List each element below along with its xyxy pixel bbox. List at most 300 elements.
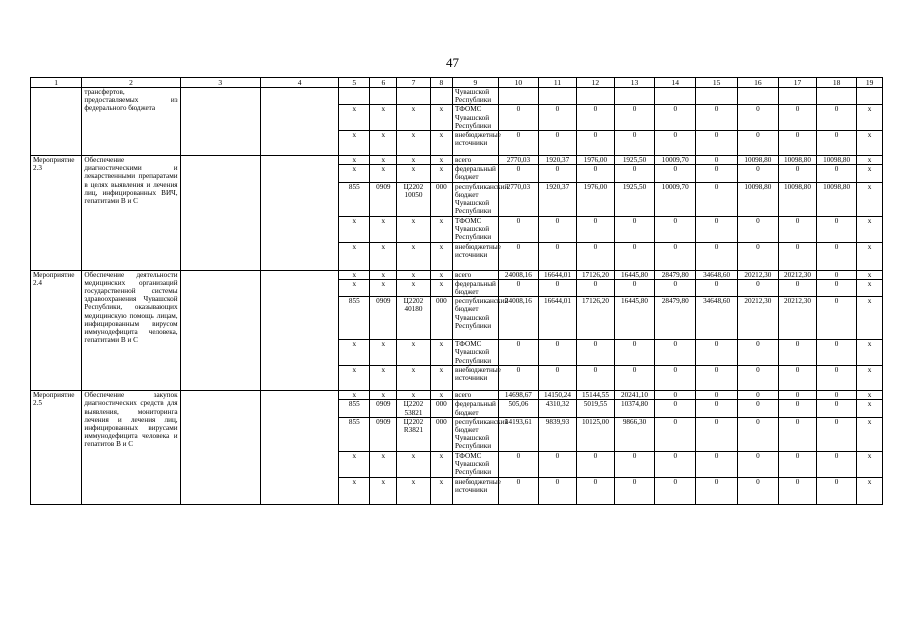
amount-cell: 0 bbox=[779, 451, 817, 477]
funding-source-cell: республиканский бюджет Чувашской Республики bbox=[453, 297, 499, 340]
expense-type-cell: х bbox=[430, 216, 452, 242]
last-column-cell: х bbox=[857, 451, 883, 477]
column-number-17: 17 bbox=[779, 78, 817, 88]
column-number-2: 2 bbox=[82, 78, 180, 88]
amount-cell: 2770,03 bbox=[498, 156, 538, 165]
column-number-15: 15 bbox=[696, 78, 737, 88]
amount-cell: 0 bbox=[655, 451, 696, 477]
last-column-cell: х bbox=[857, 391, 883, 400]
amount-cell: 0 bbox=[779, 400, 817, 417]
last-column-cell bbox=[857, 88, 883, 105]
amount-cell: 24008,16 bbox=[498, 297, 538, 340]
table-row bbox=[31, 88, 883, 105]
amount-cell: 0 bbox=[816, 417, 856, 451]
grbs-code-cell: х bbox=[339, 279, 370, 296]
amount-cell bbox=[816, 88, 856, 105]
target-article-cell: Ц2202 40180 bbox=[397, 297, 430, 340]
column-number-row bbox=[31, 78, 883, 88]
amount-cell: 0 bbox=[816, 451, 856, 477]
section-code-cell: 0909 bbox=[370, 182, 397, 216]
amount-cell: 0 bbox=[539, 242, 577, 270]
target-article-cell: х bbox=[397, 216, 430, 242]
amount-cell: 0 bbox=[539, 216, 577, 242]
amount-cell: 0 bbox=[614, 279, 654, 296]
column-number-3: 3 bbox=[180, 78, 260, 88]
target-indicator-cell bbox=[261, 391, 339, 505]
amount-cell: 16644,01 bbox=[539, 297, 577, 340]
amount-cell bbox=[576, 88, 614, 105]
last-column-cell: х bbox=[857, 340, 883, 366]
amount-cell: 0 bbox=[498, 451, 538, 477]
amount-cell: 0 bbox=[737, 400, 778, 417]
section-code-cell: х bbox=[370, 340, 397, 366]
section-code-cell: 0909 bbox=[370, 417, 397, 451]
expense-type-cell: 000 bbox=[430, 182, 452, 216]
amount-cell: 0 bbox=[737, 279, 778, 296]
expense-type-cell: х bbox=[430, 105, 452, 131]
column-number-7: 7 bbox=[397, 78, 430, 88]
amount-cell: 10098,80 bbox=[816, 156, 856, 165]
last-column-cell: х bbox=[857, 297, 883, 340]
grbs-code-cell: 855 bbox=[339, 297, 370, 340]
amount-cell: 0 bbox=[539, 131, 577, 156]
amount-cell: 0 bbox=[576, 451, 614, 477]
amount-cell: 4310,32 bbox=[539, 400, 577, 417]
amount-cell: 0 bbox=[816, 297, 856, 340]
last-column-cell: х bbox=[857, 270, 883, 279]
amount-cell: 0 bbox=[816, 131, 856, 156]
amount-cell: 20212,30 bbox=[737, 270, 778, 279]
amount-cell: 0 bbox=[816, 216, 856, 242]
amount-cell: 0 bbox=[779, 105, 817, 131]
amount-cell bbox=[498, 88, 538, 105]
amount-cell: 10098,80 bbox=[779, 182, 817, 216]
funding-source-cell: внебюджетные источники bbox=[453, 366, 499, 391]
last-column-cell: х bbox=[857, 366, 883, 391]
amount-cell: 0 bbox=[539, 279, 577, 296]
amount-cell: 10009,70 bbox=[655, 182, 696, 216]
amount-cell: 0 bbox=[696, 216, 737, 242]
amount-cell: 0 bbox=[737, 417, 778, 451]
amount-cell: 0 bbox=[655, 477, 696, 504]
grbs-code-cell: х bbox=[339, 340, 370, 366]
expense-type-cell: х bbox=[430, 366, 452, 391]
amount-cell: 0 bbox=[576, 477, 614, 504]
event-name-cell: Мероприятие 2.3 bbox=[31, 156, 82, 271]
expense-type-cell: 000 bbox=[430, 417, 452, 451]
funding-source-cell: федеральный бюджет bbox=[453, 279, 499, 296]
amount-cell: 0 bbox=[539, 366, 577, 391]
amount-cell: 0 bbox=[498, 165, 538, 182]
page-number: 47 bbox=[446, 55, 459, 70]
amount-cell: 10098,80 bbox=[816, 182, 856, 216]
amount-cell: 0 bbox=[655, 105, 696, 131]
target-article-cell: х bbox=[397, 451, 430, 477]
amount-cell: 0 bbox=[816, 400, 856, 417]
funding-source-cell: федеральный бюджет bbox=[453, 400, 499, 417]
expense-type-cell: х bbox=[430, 156, 452, 165]
amount-cell: 0 bbox=[576, 216, 614, 242]
section-code-cell: х bbox=[370, 242, 397, 270]
funding-source-cell: ТФОМС Чувашской Республики bbox=[453, 216, 499, 242]
grbs-code-cell: х bbox=[339, 242, 370, 270]
amount-cell: 0 bbox=[737, 105, 778, 131]
grbs-code-cell: х bbox=[339, 391, 370, 400]
amount-cell: 0 bbox=[614, 366, 654, 391]
amount-cell: 0 bbox=[816, 242, 856, 270]
funding-source-cell: всего bbox=[453, 391, 499, 400]
target-article-cell: х bbox=[397, 165, 430, 182]
expense-type-cell: х bbox=[430, 242, 452, 270]
amount-cell: 0 bbox=[737, 340, 778, 366]
amount-cell: 0 bbox=[737, 242, 778, 270]
section-code-cell: х bbox=[370, 131, 397, 156]
amount-cell: 10098,80 bbox=[737, 156, 778, 165]
amount-cell: 0 bbox=[816, 391, 856, 400]
amount-cell: 0 bbox=[737, 391, 778, 400]
target-article-cell: Ц2202 10050 bbox=[397, 182, 430, 216]
column-number-8: 8 bbox=[430, 78, 452, 88]
expense-type-cell: х bbox=[430, 477, 452, 504]
table-row bbox=[31, 270, 883, 279]
amount-cell: 34648,60 bbox=[696, 297, 737, 340]
amount-cell: 17126,20 bbox=[576, 270, 614, 279]
amount-cell: 16445,80 bbox=[614, 297, 654, 340]
event-description-cell: Обеспечение диагностическими и лекарственными препаратами в целях выявления и лечения лиц, инфицированных ВИЧ, гепатитами В и С bbox=[82, 156, 180, 271]
amount-cell: 14150,24 bbox=[539, 391, 577, 400]
amount-cell: 0 bbox=[696, 105, 737, 131]
section-code-cell: х bbox=[370, 391, 397, 400]
amount-cell: 0 bbox=[576, 279, 614, 296]
amount-cell: 0 bbox=[779, 242, 817, 270]
amount-cell: 0 bbox=[779, 279, 817, 296]
event-name-cell: Мероприятие 2.5 bbox=[31, 391, 82, 505]
amount-cell: 0 bbox=[696, 156, 737, 165]
event-name-cell: Мероприятие 2.4 bbox=[31, 270, 82, 391]
responsible-executor-cell bbox=[180, 88, 260, 156]
amount-cell: 0 bbox=[696, 366, 737, 391]
amount-cell: 0 bbox=[779, 165, 817, 182]
funding-source-cell: республиканский бюджет Чувашской Республики bbox=[453, 417, 499, 451]
target-article-cell: х bbox=[397, 366, 430, 391]
amount-cell: 20241,10 bbox=[614, 391, 654, 400]
amount-cell: 0 bbox=[498, 340, 538, 366]
amount-cell: 0 bbox=[614, 131, 654, 156]
funding-source-cell: всего bbox=[453, 270, 499, 279]
last-column-cell: х bbox=[857, 156, 883, 165]
column-number-10: 10 bbox=[498, 78, 538, 88]
grbs-code-cell: х bbox=[339, 105, 370, 131]
target-article-cell: х bbox=[397, 105, 430, 131]
amount-cell: 20212,30 bbox=[737, 297, 778, 340]
amount-cell: 1925,50 bbox=[614, 182, 654, 216]
amount-cell: 0 bbox=[576, 340, 614, 366]
amount-cell: 10374,80 bbox=[614, 400, 654, 417]
amount-cell: 0 bbox=[737, 131, 778, 156]
section-code-cell: х bbox=[370, 270, 397, 279]
target-article-cell: х bbox=[397, 391, 430, 400]
last-column-cell: х bbox=[857, 400, 883, 417]
funding-source-cell: ТФОМС Чувашской Республики bbox=[453, 340, 499, 366]
amount-cell: 0 bbox=[816, 270, 856, 279]
amount-cell bbox=[539, 88, 577, 105]
table-row bbox=[31, 391, 883, 400]
funding-source-cell: республиканский бюджет Чувашской Республики bbox=[453, 182, 499, 216]
amount-cell: 0 bbox=[614, 216, 654, 242]
amount-cell: 0 bbox=[737, 477, 778, 504]
amount-cell: 0 bbox=[816, 477, 856, 504]
amount-cell: 0 bbox=[816, 279, 856, 296]
amount-cell: 0 bbox=[737, 165, 778, 182]
column-number-11: 11 bbox=[539, 78, 577, 88]
amount-cell: 1920,37 bbox=[539, 182, 577, 216]
funding-source-cell: федеральный бюджет bbox=[453, 165, 499, 182]
expense-type-cell: х bbox=[430, 340, 452, 366]
target-article-cell: х bbox=[397, 131, 430, 156]
amount-cell: 15144,55 bbox=[576, 391, 614, 400]
target-article-cell: х bbox=[397, 279, 430, 296]
amount-cell: 16445,80 bbox=[614, 270, 654, 279]
section-code-cell: х bbox=[370, 451, 397, 477]
target-indicator-cell bbox=[261, 270, 339, 391]
target-article-cell: Ц2202 R3821 bbox=[397, 417, 430, 451]
grbs-code-cell: х bbox=[339, 165, 370, 182]
funding-source-cell: внебюджетные источники bbox=[453, 242, 499, 270]
grbs-code-cell: 855 bbox=[339, 417, 370, 451]
funding-source-cell: внебюджетные источники bbox=[453, 131, 499, 156]
amount-cell: 0 bbox=[539, 165, 577, 182]
amount-cell: 0 bbox=[576, 131, 614, 156]
event-name-cell bbox=[31, 88, 82, 156]
amount-cell: 0 bbox=[696, 279, 737, 296]
section-code-cell: х bbox=[370, 156, 397, 165]
amount-cell: 9866,30 bbox=[614, 417, 654, 451]
amount-cell: 0 bbox=[779, 391, 817, 400]
target-article-cell bbox=[397, 88, 430, 105]
amount-cell: 0 bbox=[816, 105, 856, 131]
amount-cell bbox=[779, 88, 817, 105]
amount-cell: 0 bbox=[498, 216, 538, 242]
amount-cell: 0 bbox=[498, 131, 538, 156]
amount-cell: 0 bbox=[576, 366, 614, 391]
column-number-13: 13 bbox=[614, 78, 654, 88]
grbs-code-cell: 855 bbox=[339, 400, 370, 417]
amount-cell: 0 bbox=[737, 216, 778, 242]
amount-cell: 34648,60 bbox=[696, 270, 737, 279]
amount-cell: 0 bbox=[655, 340, 696, 366]
amount-cell: 0 bbox=[696, 242, 737, 270]
amount-cell: 0 bbox=[655, 131, 696, 156]
amount-cell: 0 bbox=[655, 417, 696, 451]
amount-cell bbox=[696, 88, 737, 105]
section-code-cell: 0909 bbox=[370, 297, 397, 340]
target-article-cell: х bbox=[397, 477, 430, 504]
amount-cell: 28479,80 bbox=[655, 270, 696, 279]
expense-type-cell: 000 bbox=[430, 400, 452, 417]
amount-cell: 10098,80 bbox=[737, 182, 778, 216]
amount-cell: 20212,30 bbox=[779, 297, 817, 340]
amount-cell: 0 bbox=[576, 165, 614, 182]
amount-cell: 0 bbox=[614, 105, 654, 131]
amount-cell: 0 bbox=[498, 366, 538, 391]
amount-cell: 1925,50 bbox=[614, 156, 654, 165]
funding-source-cell: всего bbox=[453, 156, 499, 165]
last-column-cell: х bbox=[857, 242, 883, 270]
funding-source-cell: Чувашской Республики bbox=[453, 88, 499, 105]
amount-cell: 0 bbox=[614, 165, 654, 182]
section-code-cell: х bbox=[370, 165, 397, 182]
target-indicator-cell bbox=[261, 156, 339, 271]
funding-source-cell: внебюджетные источники bbox=[453, 477, 499, 504]
amount-cell: 0 bbox=[576, 105, 614, 131]
expense-type-cell: х bbox=[430, 165, 452, 182]
column-number-12: 12 bbox=[576, 78, 614, 88]
amount-cell: 9839,93 bbox=[539, 417, 577, 451]
amount-cell: 0 bbox=[655, 366, 696, 391]
event-description-cell: Обеспечение закупок диагностических средств для выявления, мониторинга лечения и лечения лиц, инфицированных вирусами иммунодефицита человека и гепатитов В и С bbox=[82, 391, 180, 505]
grbs-code-cell: х bbox=[339, 270, 370, 279]
amount-cell: 0 bbox=[498, 105, 538, 131]
target-article-cell: х bbox=[397, 242, 430, 270]
amount-cell: 0 bbox=[576, 242, 614, 270]
amount-cell bbox=[737, 88, 778, 105]
amount-cell: 5019,55 bbox=[576, 400, 614, 417]
amount-cell: 0 bbox=[655, 242, 696, 270]
amount-cell: 0 bbox=[696, 340, 737, 366]
section-code-cell: х bbox=[370, 366, 397, 391]
last-column-cell: х bbox=[857, 105, 883, 131]
amount-cell: 0 bbox=[539, 340, 577, 366]
amount-cell: 0 bbox=[737, 451, 778, 477]
amount-cell: 16644,01 bbox=[539, 270, 577, 279]
last-column-cell: х bbox=[857, 477, 883, 504]
amount-cell: 0 bbox=[696, 400, 737, 417]
amount-cell: 20212,30 bbox=[779, 270, 817, 279]
grbs-code-cell: х bbox=[339, 131, 370, 156]
amount-cell: 0 bbox=[779, 216, 817, 242]
grbs-code-cell: х bbox=[339, 451, 370, 477]
grbs-code-cell bbox=[339, 88, 370, 105]
amount-cell: 1976,00 bbox=[576, 156, 614, 165]
expense-type-cell: 000 bbox=[430, 297, 452, 340]
expense-type-cell: х bbox=[430, 279, 452, 296]
amount-cell: 0 bbox=[696, 391, 737, 400]
amount-cell: 0 bbox=[655, 165, 696, 182]
event-description-cell: Обеспечение деятельности медицинских организаций государственной системы здравоохранения Чувашской Республики, оказывающих медицинскую помощь лицам, инфицированным вирусом иммунодефицита человека, гепатитами В и С bbox=[82, 270, 180, 391]
amount-cell: 0 bbox=[816, 340, 856, 366]
last-column-cell: х bbox=[857, 165, 883, 182]
amount-cell: 1920,37 bbox=[539, 156, 577, 165]
amount-cell: 0 bbox=[779, 131, 817, 156]
responsible-executor-cell bbox=[180, 156, 260, 271]
amount-cell: 1976,00 bbox=[576, 182, 614, 216]
last-column-cell: х bbox=[857, 131, 883, 156]
column-number-14: 14 bbox=[655, 78, 696, 88]
amount-cell: 0 bbox=[696, 451, 737, 477]
amount-cell: 0 bbox=[779, 417, 817, 451]
section-code-cell: х bbox=[370, 477, 397, 504]
amount-cell: 0 bbox=[655, 279, 696, 296]
amount-cell: 0 bbox=[696, 165, 737, 182]
amount-cell: 0 bbox=[737, 366, 778, 391]
amount-cell: 0 bbox=[498, 477, 538, 504]
column-number-18: 18 bbox=[816, 78, 856, 88]
target-article-cell: х bbox=[397, 270, 430, 279]
amount-cell: 505,06 bbox=[498, 400, 538, 417]
amount-cell: 0 bbox=[779, 477, 817, 504]
target-article-cell: Ц2202 53821 bbox=[397, 400, 430, 417]
amount-cell: 14698,67 bbox=[498, 391, 538, 400]
amount-cell: 0 bbox=[816, 366, 856, 391]
target-article-cell: х bbox=[397, 340, 430, 366]
expense-type-cell: х bbox=[430, 391, 452, 400]
section-code-cell: х bbox=[370, 105, 397, 131]
amount-cell: 0 bbox=[696, 417, 737, 451]
last-column-cell: х bbox=[857, 279, 883, 296]
section-code-cell: х bbox=[370, 279, 397, 296]
last-column-cell: х bbox=[857, 216, 883, 242]
grbs-code-cell: х bbox=[339, 366, 370, 391]
column-number-16: 16 bbox=[737, 78, 778, 88]
amount-cell: 17126,20 bbox=[576, 297, 614, 340]
amount-cell: 0 bbox=[816, 165, 856, 182]
amount-cell: 0 bbox=[614, 242, 654, 270]
funding-source-cell: ТФОМС Чувашской Республики bbox=[453, 105, 499, 131]
funding-source-cell: ТФОМС Чувашской Республики bbox=[453, 451, 499, 477]
amount-cell: 0 bbox=[498, 242, 538, 270]
expense-type-cell: х bbox=[430, 451, 452, 477]
amount-cell: 28479,80 bbox=[655, 297, 696, 340]
amount-cell: 10125,00 bbox=[576, 417, 614, 451]
amount-cell: 0 bbox=[655, 400, 696, 417]
grbs-code-cell: х bbox=[339, 156, 370, 165]
section-code-cell bbox=[370, 88, 397, 105]
column-number-1: 1 bbox=[31, 78, 82, 88]
amount-cell: 0 bbox=[614, 340, 654, 366]
last-column-cell: х bbox=[857, 182, 883, 216]
amount-cell: 0 bbox=[655, 391, 696, 400]
amount-cell bbox=[614, 88, 654, 105]
amount-cell: 0 bbox=[779, 340, 817, 366]
amount-cell: 0 bbox=[696, 131, 737, 156]
section-code-cell: 0909 bbox=[370, 400, 397, 417]
grbs-code-cell: х bbox=[339, 216, 370, 242]
last-column-cell: х bbox=[857, 417, 883, 451]
amount-cell: 0 bbox=[539, 477, 577, 504]
amount-cell: 2770,03 bbox=[498, 182, 538, 216]
responsible-executor-cell bbox=[180, 391, 260, 505]
column-number-9: 9 bbox=[453, 78, 499, 88]
amount-cell: 0 bbox=[539, 451, 577, 477]
target-article-cell: х bbox=[397, 156, 430, 165]
amount-cell: 10098,80 bbox=[779, 156, 817, 165]
amount-cell: 14193,61 bbox=[498, 417, 538, 451]
grbs-code-cell: х bbox=[339, 477, 370, 504]
expense-type-cell bbox=[430, 88, 452, 105]
amount-cell bbox=[655, 88, 696, 105]
column-number-6: 6 bbox=[370, 78, 397, 88]
amount-cell: 0 bbox=[696, 182, 737, 216]
amount-cell: 0 bbox=[696, 477, 737, 504]
grbs-code-cell: 855 bbox=[339, 182, 370, 216]
amount-cell: 0 bbox=[539, 105, 577, 131]
amount-cell: 0 bbox=[655, 216, 696, 242]
table-row bbox=[31, 156, 883, 165]
amount-cell: 0 bbox=[614, 477, 654, 504]
expense-type-cell: х bbox=[430, 270, 452, 279]
table-body bbox=[31, 78, 883, 505]
section-code-cell: х bbox=[370, 216, 397, 242]
